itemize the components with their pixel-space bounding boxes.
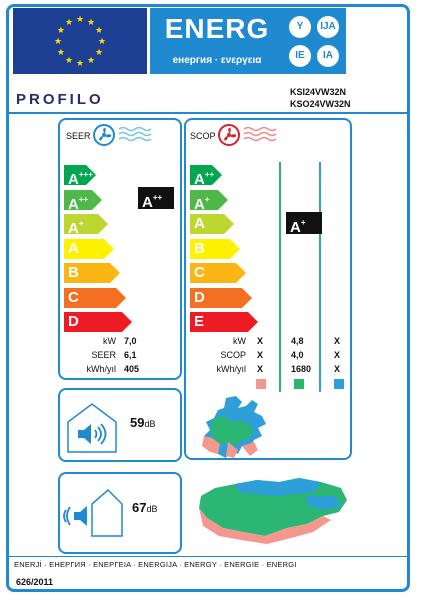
scop-col3-kw: X <box>334 336 341 346</box>
eu-star-icon: ★ <box>56 47 65 57</box>
indoor-noise-value: 59 <box>130 415 145 430</box>
outdoor-speaker-house-icon <box>62 484 124 545</box>
eu-stars-icon <box>13 8 147 74</box>
seer-rating-sup: ++ <box>152 193 163 202</box>
seer-rating-arrow <box>138 187 174 209</box>
scop-rating-letter: A <box>290 219 301 236</box>
indoor-speaker-house-icon <box>64 400 120 459</box>
model-indoor: KSI24VW32N <box>290 87 347 97</box>
seer-row-label-kwh: kWh/yıl <box>86 364 116 374</box>
cooling-fan-icon <box>93 123 153 152</box>
climate-zone-warmer-swatch <box>256 379 266 389</box>
lang-code-ija: IJA <box>317 16 339 38</box>
seer-row-label-kw: kW <box>103 336 116 346</box>
outdoor-noise-unit: dB <box>146 504 158 514</box>
seer-row-value-kwh: 405 <box>124 364 140 374</box>
scop-col3-kwh: X <box>334 364 341 374</box>
model-outdoor: KSO24VW32N <box>290 99 351 109</box>
footer-divider <box>9 556 407 557</box>
scop-col1-kwh: X <box>257 364 264 374</box>
scop-class-label-0: A++ <box>194 170 215 188</box>
regulation-number: 626/2011 <box>16 577 54 587</box>
scop-col1-kw: X <box>257 336 264 346</box>
footer-energy-languages: ENERJİ · ЕНЕРГИЯ · ΕΝΕΡΓΕΙΑ · ENERGIJA · ENERGY · ENERGIE · ENERGI <box>14 560 297 569</box>
scop-class-label-4: C <box>194 264 205 281</box>
eu-star-icon: ★ <box>64 55 74 66</box>
eu-star-icon: ★ <box>95 25 104 35</box>
seer-class-label-5: C <box>68 288 79 306</box>
scop-row-label-scop: SCOP <box>220 350 246 360</box>
energy-subtitle: енергия · ενεργεια <box>172 55 262 66</box>
energy-title: ENERG <box>164 13 270 44</box>
eu-star-icon: ★ <box>95 47 104 57</box>
eu-star-icon: ★ <box>53 36 63 46</box>
eu-flag <box>13 8 147 74</box>
scop-col2-kw: 4,8 <box>291 336 304 346</box>
lang-code-y: Y <box>289 16 311 38</box>
seer-class-label-6: D <box>68 313 79 330</box>
turkey-climate-map <box>195 466 353 551</box>
eu-star-icon: ★ <box>86 55 96 66</box>
scop-row-label-kw: kW <box>233 336 246 346</box>
lang-code-ie: IE <box>289 45 311 67</box>
seer-class-label-4: B <box>68 264 79 281</box>
seer-class-label-3: A <box>68 239 79 257</box>
eu-star-icon: ★ <box>97 36 107 46</box>
scop-class-label-1: A+ <box>194 194 210 213</box>
scop-class-label-5: D <box>194 288 205 306</box>
heating-fan-icon <box>218 123 278 152</box>
eu-star-icon: ★ <box>64 16 74 27</box>
seer-class-label-2: A+ <box>68 219 84 237</box>
eu-star-icon: ★ <box>75 14 85 24</box>
scop-class-label-3: B <box>194 239 205 257</box>
scop-col2-scop: 4,0 <box>291 350 304 360</box>
scop-row-label-kwh: kWh/yıl <box>216 364 246 374</box>
eu-star-icon: ★ <box>56 25 65 35</box>
scop-rating-arrow <box>286 212 322 234</box>
scop-label: SCOP <box>190 131 216 141</box>
seer-label: SEER <box>66 131 91 141</box>
climate-zone-colder-swatch <box>334 379 344 389</box>
eu-star-icon: ★ <box>86 16 96 27</box>
outdoor-noise-value: 67 <box>132 500 147 515</box>
seer-rating-letter: A <box>142 194 153 211</box>
scop-class-label-6: E <box>194 313 205 330</box>
indoor-noise-level <box>130 415 155 430</box>
lang-code-ia: IA <box>317 45 339 67</box>
language-codes-box <box>284 8 346 74</box>
scop-rating-sup: + <box>300 218 306 227</box>
scop-col1-scop: X <box>257 350 264 360</box>
scop-col3-scop: X <box>334 350 341 360</box>
energy-title-box <box>150 8 284 74</box>
seer-class-label-0: A+++ <box>68 170 93 188</box>
climate-zone-average-swatch <box>294 379 304 389</box>
scop-class-label-2: A <box>194 215 205 232</box>
europe-climate-map <box>196 394 276 471</box>
seer-row-value-seer: 6,1 <box>124 350 137 360</box>
scop-col2-kwh: 1680 <box>291 364 312 374</box>
eu-star-icon: ★ <box>75 58 85 68</box>
seer-class-label-1: A++ <box>68 194 89 213</box>
header-divider <box>9 112 407 114</box>
seer-row-label-seer: SEER <box>91 350 116 360</box>
seer-row-value-kw: 7,0 <box>124 336 137 346</box>
indoor-noise-unit: dB <box>144 419 156 429</box>
brand-logo: PROFILO <box>16 91 104 108</box>
scop-column-divider-green <box>279 162 281 392</box>
outdoor-noise-level <box>132 500 157 515</box>
scop-column-divider-blue <box>319 162 321 392</box>
